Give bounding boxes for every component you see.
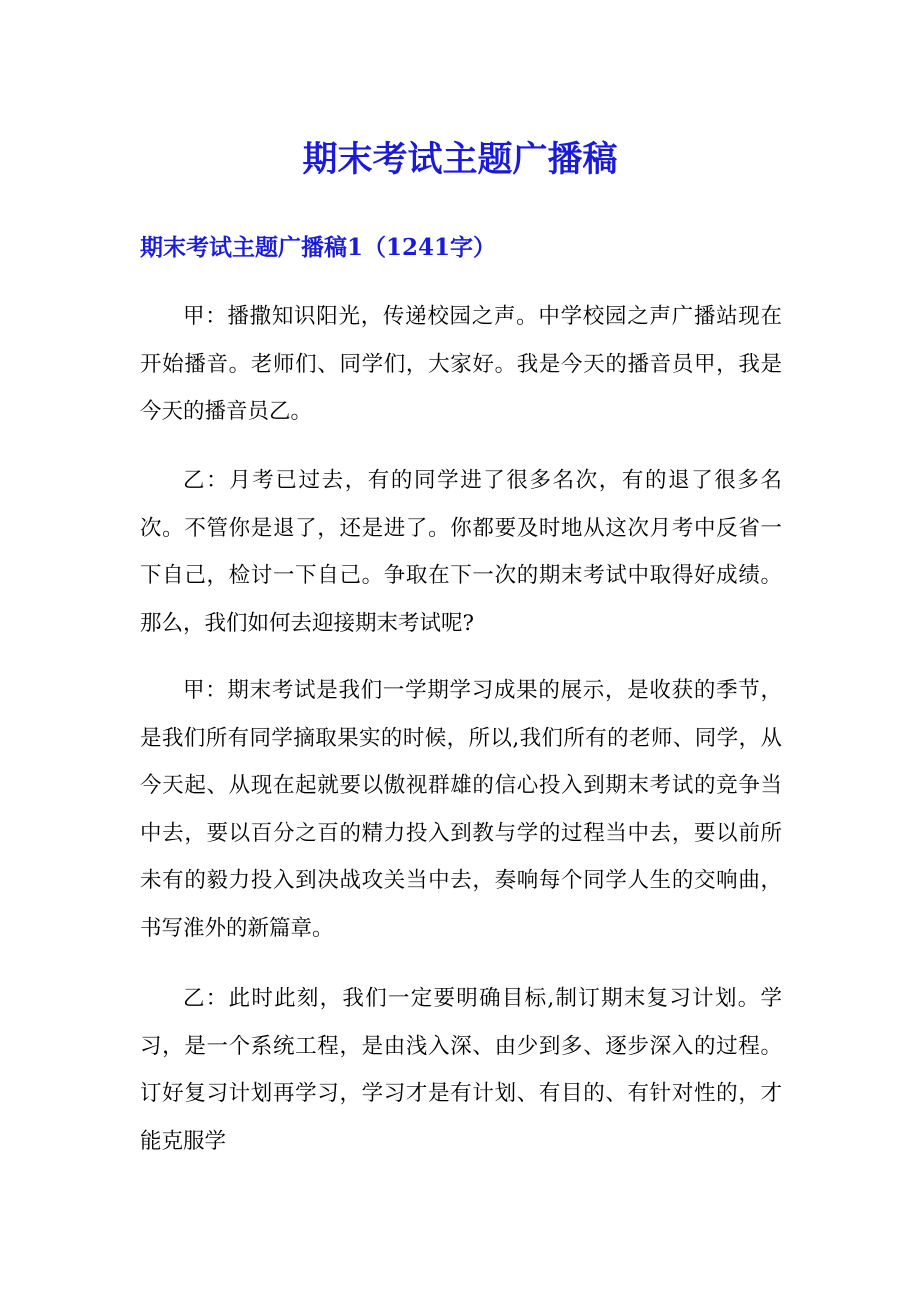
paragraph-4: 乙：此时此刻，我们一定要明确目标,制订期末复习计划。学习，是一个系统工程，是由浅入深、由少到多、逐步深入的过程。订好复习计划再学习，学习才是有计划、有目的、有针对性的，才能克服学 — [140, 986, 782, 1154]
section-heading: 期末考试主题广播稿1（1241字） — [140, 234, 497, 261]
paragraph-2: 乙：月考已过去，有的同学进了很多名次，有的退了很多名次。不管你是退了，还是进了。你都要及时地从这次月考中反省一下自己，检讨一下自己。争取在下一次的期末考试中取得好成绩。那么，我们如何去迎接期末考试呢? — [140, 468, 782, 636]
paragraph-1: 甲：播撒知识阳光，传递校园之声。中学校园之声广播站现在开始播音。老师们、同学们，大家好。我是今天的播音员甲，我是今天的播音员乙。 — [140, 304, 782, 425]
paragraph-3: 甲：期末考试是我们一学期学习成果的展示，是收获的季节，是我们所有同学摘取果实的时候，所以,我们所有的老师、同学，从今天起、从现在起就要以傲视群雄的信心投入到期末考试的竞争当中去，要以百分之百的精力投入到教与学的过程当中去，要以前所未有的毅力投入到决战攻关当中去，奏响每个同学人生的交响曲，书写淮外的新篇章。 — [140, 678, 782, 941]
document-title: 期末考试主题广播稿 — [302, 139, 618, 180]
